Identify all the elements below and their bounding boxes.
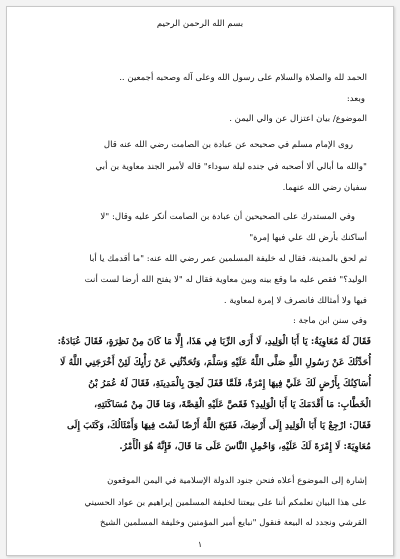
hadith-line: الْخَطَّابِ: مَا أَقْدَمَكَ يَا أَبَا الْوَلِيدِ؟ فَقَصَّ عَلَيْهِ الْقِصَّةَ، وَمَا قَالَ مِنْ مُسَاكَنَتِهِ، xyxy=(94,399,371,410)
document-page xyxy=(6,6,394,556)
subject-line: الموضوع/ بيان اعتزال عن والي اليمن . xyxy=(229,114,367,124)
paragraph-line: وفي المستدرك على الصحيحين أن عبادة بن الصامت أنكر عليه وقال: "لا xyxy=(100,212,355,222)
paragraph-line: أساكنك بأرض لك علي فيها إمرة" xyxy=(249,233,367,243)
paragraph-line: وفي سنن ابن ماجة : xyxy=(292,316,367,326)
after-greeting: وبعد: xyxy=(346,94,365,104)
paragraph-line: "والله ما أبالي ألا أصحبه في جنده ليلة سوداء" قاله لأمير الجند معاوية بن أبي xyxy=(95,162,367,172)
paragraph-line: على هذا البيان نعلمكم أننا على بيعتنا لخليفة المسلمين إبراهيم بن عواد الحسيني xyxy=(84,498,367,508)
paragraph-line: سفيان رضي الله عنهما. xyxy=(282,183,367,193)
opening-praise: الحمد لله والصلاة والسلام على رسول الله وعلى آله وصحبه أجمعين .. xyxy=(119,73,367,83)
hadith-line: أُحَدِّثُكَ عَنْ رَسُولِ اللَّهِ صَلَّى اللَّهُ عَلَيْهِ وَسَلَّمَ، وَتُحَدِّثُنِي عَنْ رَأْيِكَ لَئِنْ أَخْرَجَنِي اللَّهُ لَا xyxy=(60,357,371,368)
paragraph-line: فيها ولا أمثالك فانصرف لا إمرة لمعاوية . xyxy=(223,296,367,306)
hadith-line: مُعَاوِيَةَ: لَا إِمْرَةَ لَكَ عَلَيْهِ، وَاحْمِلِ النَّاسَ عَلَى مَا قَالَ، فَإِنَّهُ هُوَ الْأَمْرُ. xyxy=(119,441,371,452)
page-number: ١ xyxy=(197,540,203,549)
paragraph-line: الوليد؟" فقص عليه ما وقع بينه وبين معاوية فقال له "لا يفتح الله أرضا لست أنت xyxy=(84,275,367,285)
paragraph-line: روى الإمام مسلم في صحيحه عن عبادة بن الصامت رضي الله عنه قال xyxy=(103,140,353,150)
hadith-line: فَقَالَ: ارْجِعْ يَا أَبَا الْوَلِيدِ إِلَى أَرْضِكَ، فَقَبَحَ اللَّهُ أَرْضًا لَسْتَ فِيهَا وَأَمْثَالُكَ، وَكَتَبَ إِلَى xyxy=(67,420,371,431)
paragraph-line: ثم لحق بالمدينة، فقال له خليفة المسلمين عمر رضي الله عنه: "ما أقدمك يا أبا xyxy=(89,254,367,264)
hadith-line: أُسَاكِنُكَ بِأَرْضٍ لَكَ عَلَيَّ فِيهَا إِمْرَةٌ، فَلَمَّا قَفَلَ لَحِقَ بِالْمَدِينَةِ، فَقَالَ لَهُ عُمَرُ بْنُ xyxy=(88,378,371,389)
basmala: بسم الله الرحمن الرحيم xyxy=(156,19,244,29)
paragraph-line: إشارة إلى الموضوع أعلاه فنحن جنود الدولة الإسلامية في اليمن الموقعون xyxy=(107,476,367,486)
paragraph-line: القرشي ونجدد له البيعة فنقول "نبايع أمير المؤمنين وخليفة المسلمين الشيخ xyxy=(100,518,367,528)
hadith-line: فَقَالَ لَهُ مُعَاوِيَةُ: يَا أَبَا الْوَلِيدِ، لَا أَرَى الرِّبَا فِي هَذَا، إِلَّا مَا كَانَ مِنْ نَظِرَةٍ، فَقَالَ عُبَادَةُ: xyxy=(57,336,371,347)
